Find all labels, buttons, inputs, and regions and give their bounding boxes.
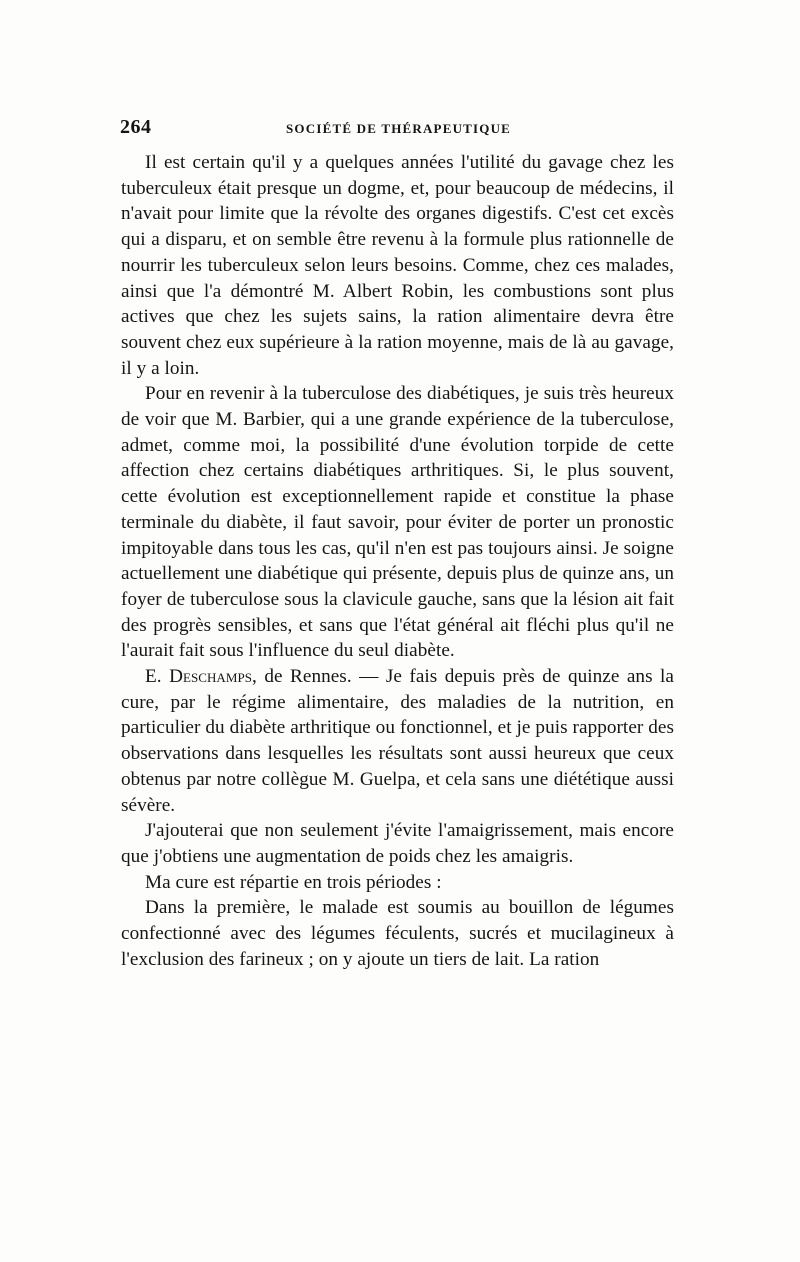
paragraph-deschamps-text: , de Rennes. — Je fais depuis près de quinze ans la cure, par le régime alimentaire, des maladies de la nutrition, en particulier du diabète arthritique ou fonctionnel, et je puis rapporter des observations dans lesquelles les résultats sont aussi heureux que ceux obtenus par notre collègue M. Guelpa, et cela sans une diététique aussi sévère.: [121, 666, 674, 816]
journal-title: SOCIÉTÉ DE THÉRAPEUTIQUE: [286, 121, 512, 136]
paragraph-weight-gain: J'ajouterai que non seulement j'évite l'amaigrissement, mais encore que j'obtiens une augmentation de poids chez les amaigris.: [121, 820, 674, 867]
running-head: [120, 116, 672, 146]
body-text: [121, 150, 674, 973]
speaker-initial: E.: [145, 666, 170, 688]
paragraph-deschamps: [121, 664, 674, 818]
paragraph-periods: Ma cure est répartie en trois périodes :: [145, 871, 442, 893]
paragraph-gavage: Il est certain qu'il y a quelques années l'utilité du gavage chez les tuberculeux était presque un dogme, et, pour beaucoup de médecins, il n'avait pour limite que la révolte des organes digestifs. C'est cet excès qui a disparu, et on semble être revenu à la formule plus rationnelle de nourrir les tuberculeux selon leurs besoins. Comme, chez ces malades, ainsi que l'a démontré M. Albert Robin, les combustions sont plus actives que chez les sujets sains, la ration alimentaire devra être souvent chez eux supérieure à la ration moyenne, mais de là au gavage, il y a loin.: [121, 152, 674, 379]
paragraph-tuberculosis-diabetics: Pour en revenir à la tuberculose des diabétiques, je suis très heureux de voir que M. Barbier, qui a une grande expérience de la tuberculose, admet, comme moi, la possibilité d'une évolution torpide de cette affection chez certains diabétiques arthritiques. Si, le plus souvent, cette évolution est exceptionnellement rapide et constitue la phase terminale du diabète, il faut savoir, pour éviter de porter un pronostic impitoyable dans tous les cas, qu'il n'en est pas toujours ainsi. Je soigne actuellement une diabétique qui présente, depuis plus de quinze ans, un foyer de tuberculose sous la clavicule gauche, sans que la lésion ait fait des progrès sensibles, et sans que l'état général ait fléchi plus qu'il ne l'aurait fait sous l'influence du seul diabète.: [121, 383, 674, 662]
page-number: 264: [120, 116, 152, 138]
speaker-name: Deschamps: [169, 666, 253, 688]
paragraph-first-period: Dans la première, le malade est soumis au bouillon de légumes confectionné avec des légumes féculents, sucrés et mucilagineux à l'exclusion des farineux ; on y ajoute un tiers de lait. La ration: [121, 897, 674, 970]
